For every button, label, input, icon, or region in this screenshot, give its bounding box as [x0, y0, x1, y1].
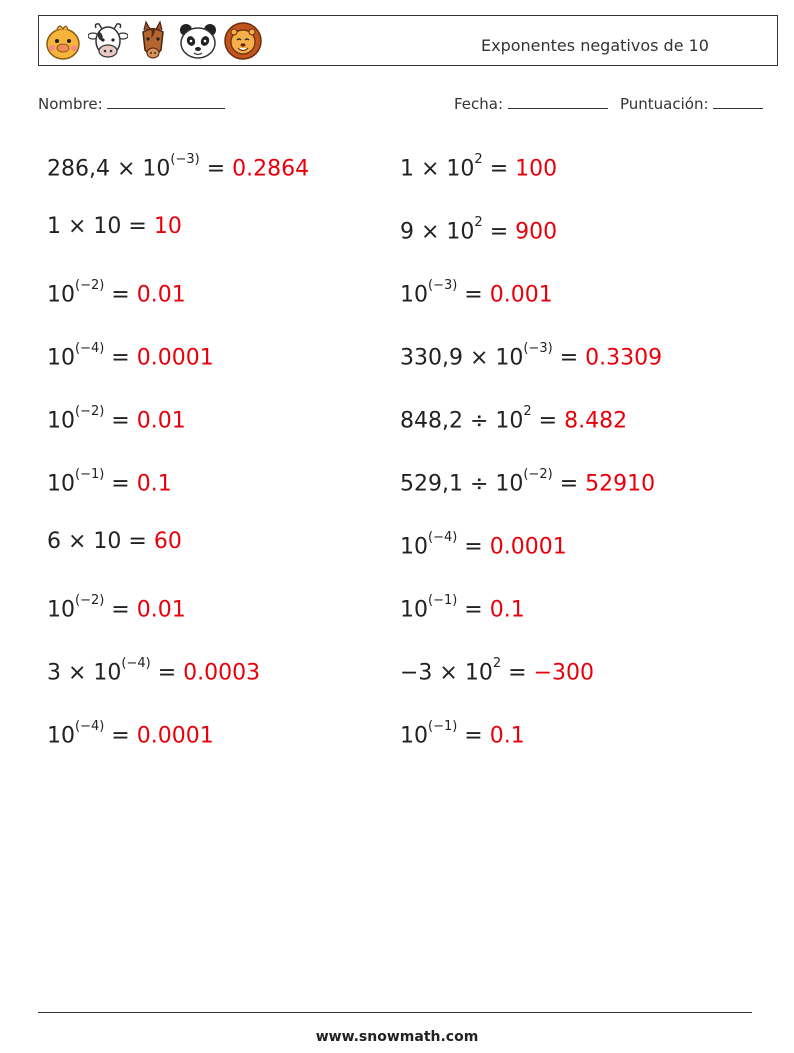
problem-item	[47, 276, 186, 309]
problem-expression: 10	[400, 597, 428, 623]
date-field	[454, 94, 608, 113]
problem-item	[400, 465, 655, 498]
worksheet-header	[38, 15, 778, 66]
date-blank[interactable]	[508, 94, 608, 109]
problem-item	[47, 465, 172, 498]
horse-icon	[133, 20, 173, 62]
problem-expression: 1 × 10	[47, 214, 122, 239]
problem-item	[400, 528, 567, 561]
problem-expression: 10	[47, 723, 75, 749]
problem-answer: 8.482	[564, 408, 628, 434]
problem-expression: −3 × 10	[400, 660, 493, 686]
problem-item	[400, 654, 594, 687]
equals-sign: =	[104, 345, 137, 371]
date-label: Fecha:	[454, 95, 504, 113]
score-blank[interactable]	[713, 94, 763, 109]
problem-answer: 0.1	[489, 723, 525, 749]
problem-item	[47, 591, 186, 624]
name-label: Nombre:	[38, 95, 103, 113]
problem-answer: 60	[153, 529, 182, 554]
problem-exponent: 2	[474, 152, 483, 167]
panda-icon	[178, 20, 218, 62]
problem-expression: 9 × 10	[400, 219, 475, 245]
problem-answer: 0.0003	[183, 660, 261, 686]
problem-exponent: 2	[474, 215, 483, 230]
lion-icon	[223, 20, 263, 62]
equals-sign: =	[501, 660, 534, 686]
problem-exponent: (−4)	[75, 719, 105, 734]
problem-answer: 0.2864	[232, 156, 310, 182]
equals-sign: =	[457, 723, 490, 749]
chick-icon	[43, 20, 83, 62]
problem-expression: 286,4 × 10	[47, 156, 171, 182]
problem-expression: 6 × 10	[47, 529, 122, 554]
problem-answer: 0.1	[489, 597, 525, 623]
problem-expression: 10	[400, 534, 428, 560]
equals-sign: =	[104, 471, 137, 497]
problem-exponent: (−1)	[428, 593, 458, 608]
problem-item	[400, 717, 525, 750]
problem-exponent: (−4)	[75, 341, 105, 356]
problem-exponent: (−2)	[75, 278, 105, 293]
problem-item	[400, 591, 525, 624]
equals-sign: =	[457, 534, 490, 560]
equals-sign: =	[457, 282, 490, 308]
problem-exponent: (−2)	[75, 404, 105, 419]
problem-answer: 0.0001	[136, 723, 214, 749]
problem-answer: 0.0001	[136, 345, 214, 371]
equals-sign: =	[121, 214, 154, 239]
equals-sign: =	[199, 156, 233, 182]
problem-exponent: (−4)	[121, 656, 151, 671]
problem-answer: 10	[153, 214, 182, 239]
problem-answer: 0.01	[136, 408, 186, 434]
problem-item	[400, 339, 662, 372]
problem-expression: 10	[400, 723, 428, 749]
problem-answer: 0.3309	[585, 345, 663, 371]
problem-exponent: 2	[492, 656, 502, 671]
equals-sign: =	[104, 597, 137, 623]
problem-item	[400, 150, 557, 183]
problem-item	[47, 654, 260, 687]
problem-expression: 1 × 10	[400, 156, 475, 182]
name-blank[interactable]	[107, 94, 225, 109]
problem-expression: 848,2 ÷ 10	[400, 408, 524, 434]
footer-divider	[38, 1012, 752, 1013]
equals-sign: =	[457, 597, 490, 623]
equals-sign: =	[104, 408, 137, 434]
problem-item	[400, 402, 627, 435]
problem-exponent: (−4)	[428, 530, 458, 545]
score-field	[620, 94, 763, 113]
problem-expression: 10	[47, 597, 75, 623]
problem-answer: 900	[515, 219, 558, 245]
score-label: Puntuación:	[620, 95, 709, 113]
footer-site: www.snowmath.com	[315, 1029, 479, 1045]
problem-expression: 10	[47, 282, 75, 308]
problem-exponent: (−3)	[428, 278, 458, 293]
problem-expression: 330,9 × 10	[400, 345, 524, 371]
equals-sign: =	[482, 219, 516, 245]
problem-expression: 10	[400, 282, 428, 308]
equals-sign: =	[121, 529, 154, 554]
problem-expression: 10	[47, 471, 75, 497]
equals-sign: =	[552, 345, 586, 371]
problem-item	[400, 276, 553, 309]
equals-sign: =	[531, 408, 565, 434]
problem-item	[400, 213, 557, 246]
problem-exponent: (−1)	[428, 719, 458, 734]
problem-item	[47, 213, 182, 241]
problem-item	[47, 402, 186, 435]
problem-answer: 0.01	[136, 597, 186, 623]
equals-sign: =	[150, 660, 184, 686]
problem-exponent: 2	[523, 404, 532, 419]
problem-exponent: (−2)	[75, 593, 105, 608]
problem-answer: 100	[515, 156, 558, 182]
problem-exponent: (−2)	[523, 467, 553, 482]
problem-exponent: (−1)	[75, 467, 105, 482]
problem-item	[47, 528, 182, 556]
animal-icons	[43, 20, 263, 62]
problem-item	[47, 717, 214, 750]
problem-expression: 10	[47, 408, 75, 434]
worksheet-title: Exponentes negativos de 10	[481, 36, 709, 55]
problem-exponent: (−3)	[170, 152, 200, 167]
problem-item	[47, 150, 309, 183]
problem-expression: 3 × 10	[47, 660, 122, 686]
problem-expression: 529,1 ÷ 10	[400, 471, 524, 497]
name-field	[38, 94, 225, 113]
problem-answer: 52910	[585, 471, 656, 497]
equals-sign: =	[482, 156, 516, 182]
problem-answer: −300	[533, 660, 594, 686]
problem-item	[47, 339, 214, 372]
problem-answer: 0.001	[489, 282, 553, 308]
problem-exponent: (−3)	[523, 341, 553, 356]
equals-sign: =	[104, 282, 137, 308]
cow-icon	[88, 20, 128, 62]
equals-sign: =	[104, 723, 137, 749]
problem-answer: 0.1	[136, 471, 172, 497]
problem-answer: 0.01	[136, 282, 186, 308]
problem-answer: 0.0001	[489, 534, 567, 560]
equals-sign: =	[552, 471, 586, 497]
problem-expression: 10	[47, 345, 75, 371]
